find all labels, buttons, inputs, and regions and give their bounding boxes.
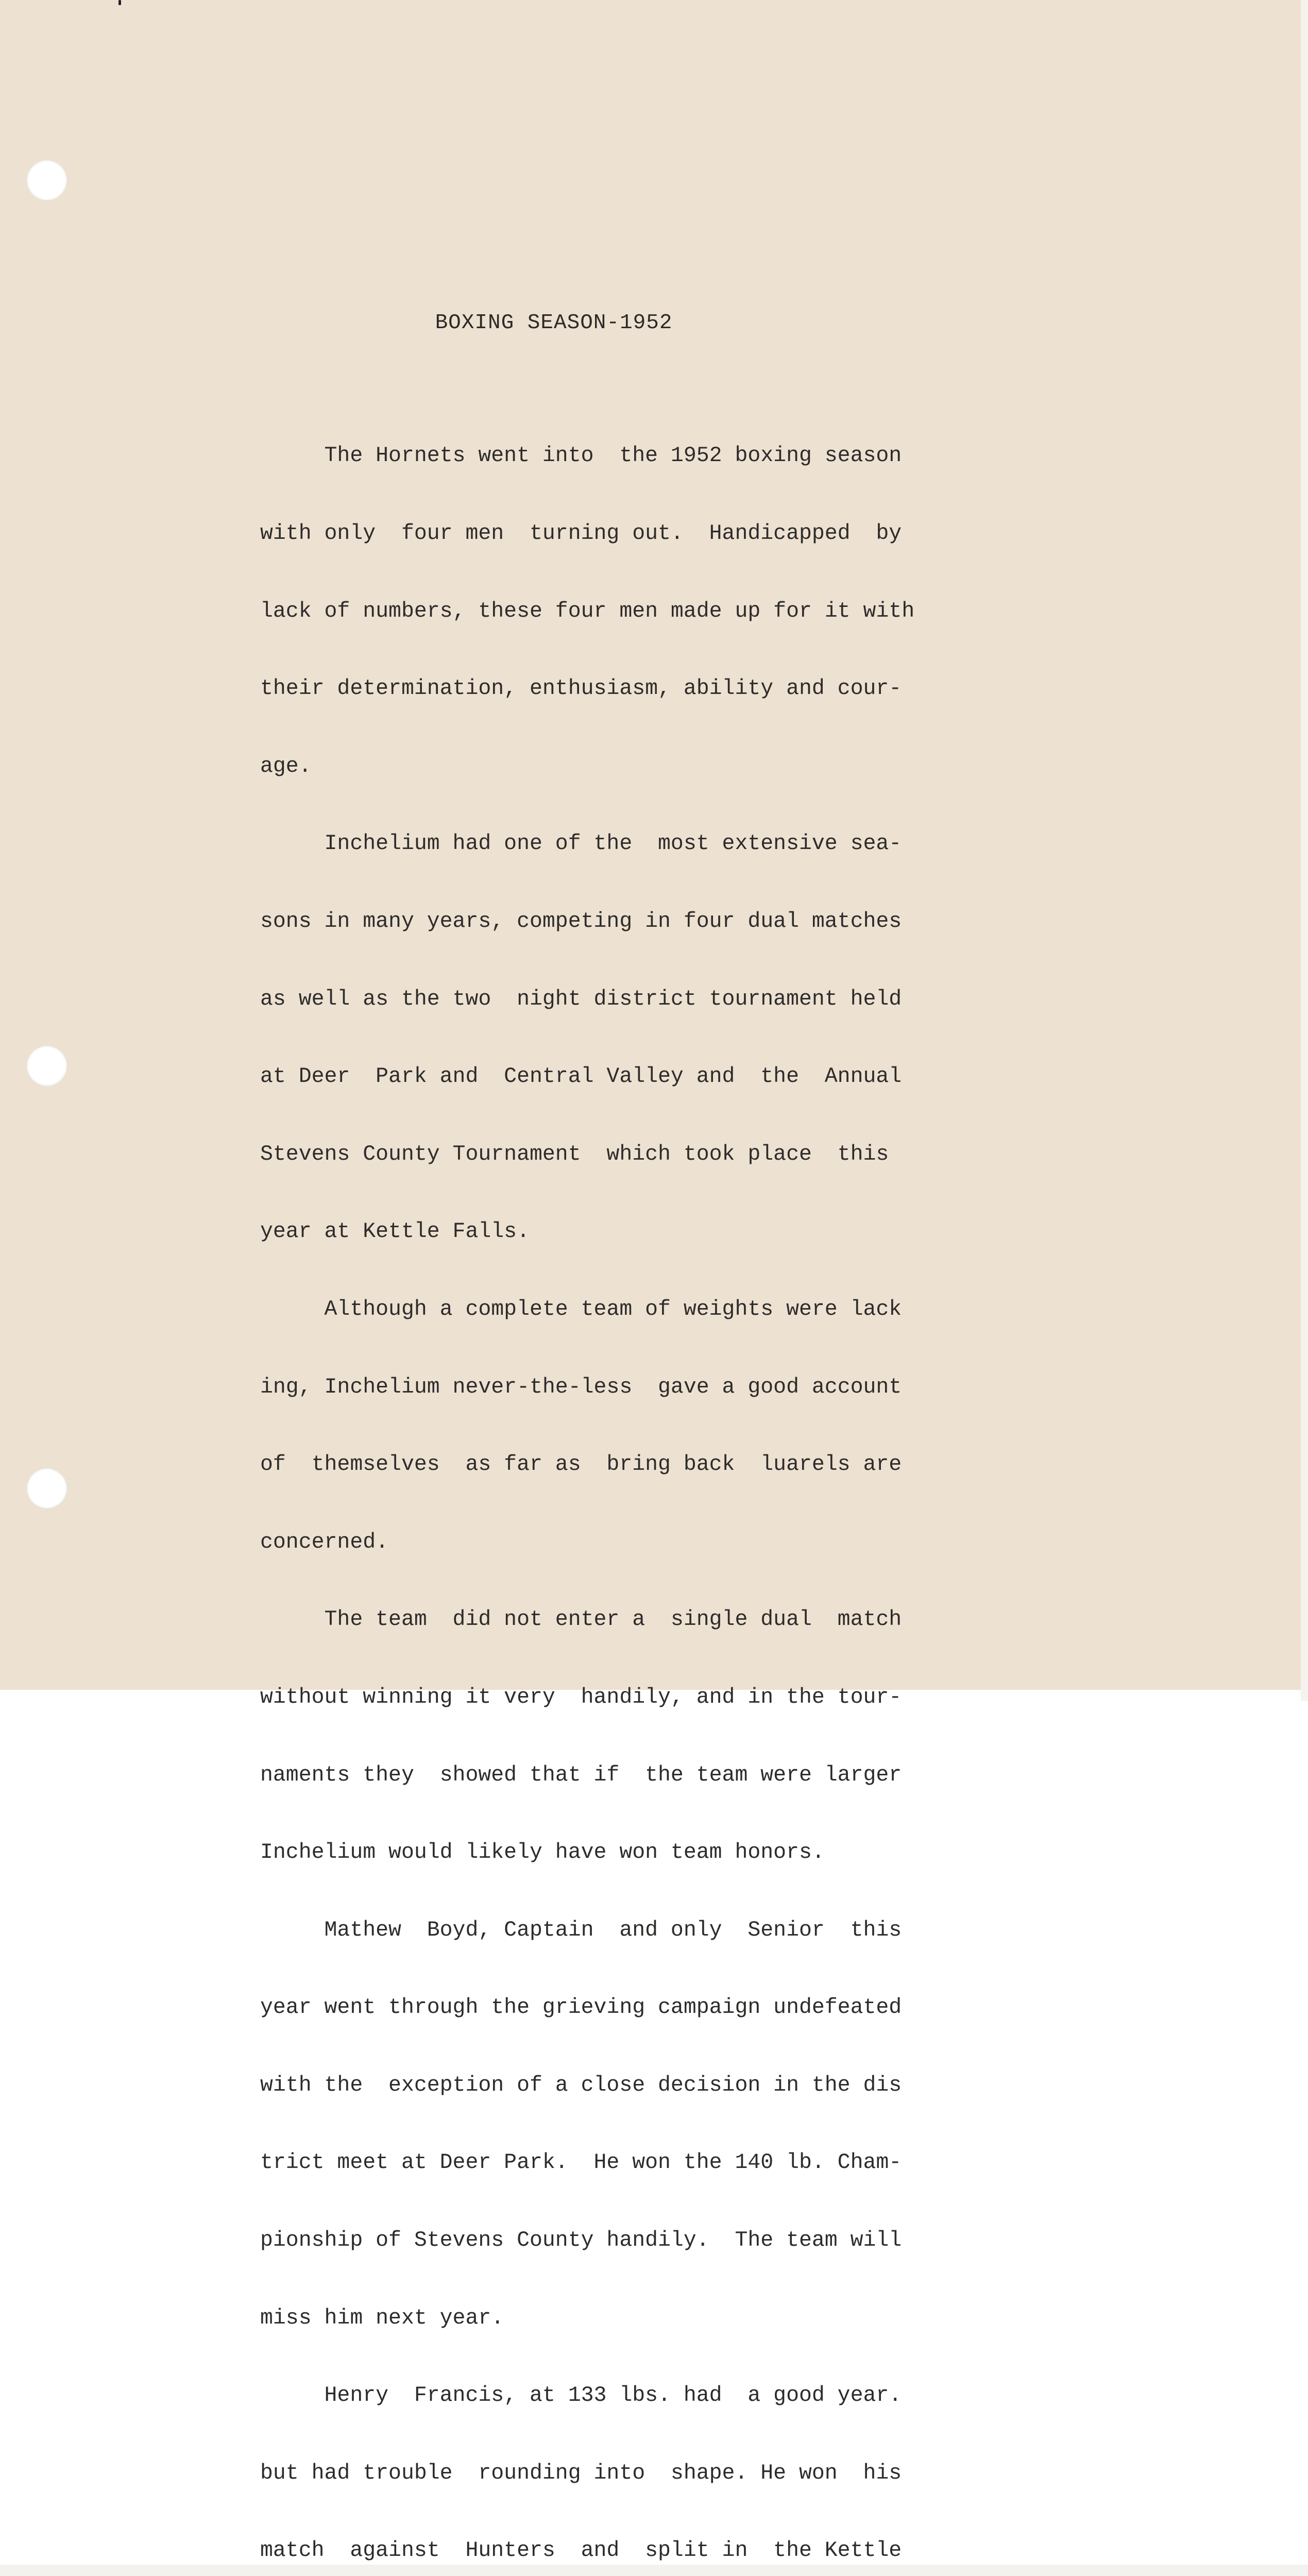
- body-line: without winning it very handily, and in the tour-: [260, 1685, 902, 1709]
- body-line: Mathew Boyd, Captain and only Senior this: [260, 1918, 902, 1942]
- punch-hole-bottom: [27, 1468, 67, 1509]
- body-line: concerned.: [260, 1530, 389, 1554]
- body-line: The team did not enter a single dual match: [260, 1607, 902, 1632]
- body-line: their determination, enthusiasm, ability and cour-: [260, 676, 902, 701]
- body-line: year went through the grieving campaign undefeated: [260, 1995, 902, 2020]
- page-edge-right: [1301, 0, 1308, 1701]
- body-line: match against Hunters and split in the Kettle: [260, 2538, 902, 2563]
- body-line: miss him next year.: [260, 2306, 504, 2330]
- body-line: Stevens County Tournament which took place this: [260, 1142, 889, 1166]
- body-line: but had trouble rounding into shape. He won his: [260, 2461, 902, 2485]
- punch-hole-middle: [27, 1046, 67, 1086]
- document-title: BOXING SEASON-1952: [435, 311, 673, 335]
- ink-speck: [118, 0, 121, 5]
- body-line: at Deer Park and Central Valley and the Annual: [260, 1064, 902, 1089]
- body-line: lack of numbers, these four men made up for it with: [260, 599, 915, 623]
- body-line: The Hornets went into the 1952 boxing season: [260, 444, 902, 468]
- body-line: pionship of Stevens County handily. The team will: [260, 2228, 902, 2253]
- body-line: sons in many years, competing in four dual matches: [260, 909, 902, 934]
- body-line: Although a complete team of weights were lack: [260, 1297, 902, 1321]
- body-line: with the exception of a close decision in the dis: [260, 2073, 902, 2097]
- body-line: Henry Francis, at 133 lbs. had a good year.: [260, 2383, 902, 2408]
- body-line: ing, Inchelium never-the-less gave a good account: [260, 1375, 902, 1399]
- body-line: year at Kettle Falls.: [260, 1219, 530, 1244]
- body-line: naments they showed that if the team were larger: [260, 1762, 902, 1787]
- body-line: Inchelium would likely have won team honors.: [260, 1840, 825, 1865]
- body-line: with only four men turning out. Handicapped by: [260, 521, 902, 546]
- body-line: of themselves as far as bring back luarels are: [260, 1452, 902, 1477]
- body-line: Inchelium had one of the most extensive sea-: [260, 832, 902, 856]
- body-line: as well as the two night district tournament held: [260, 987, 902, 1011]
- body-line: trict meet at Deer Park. He won the 140 lb. Cham-: [260, 2150, 902, 2175]
- page-edge-bottom: [0, 2565, 1308, 2576]
- document-body: [260, 392, 1054, 2576]
- punch-hole-top: [27, 160, 67, 200]
- body-line: age.: [260, 754, 312, 778]
